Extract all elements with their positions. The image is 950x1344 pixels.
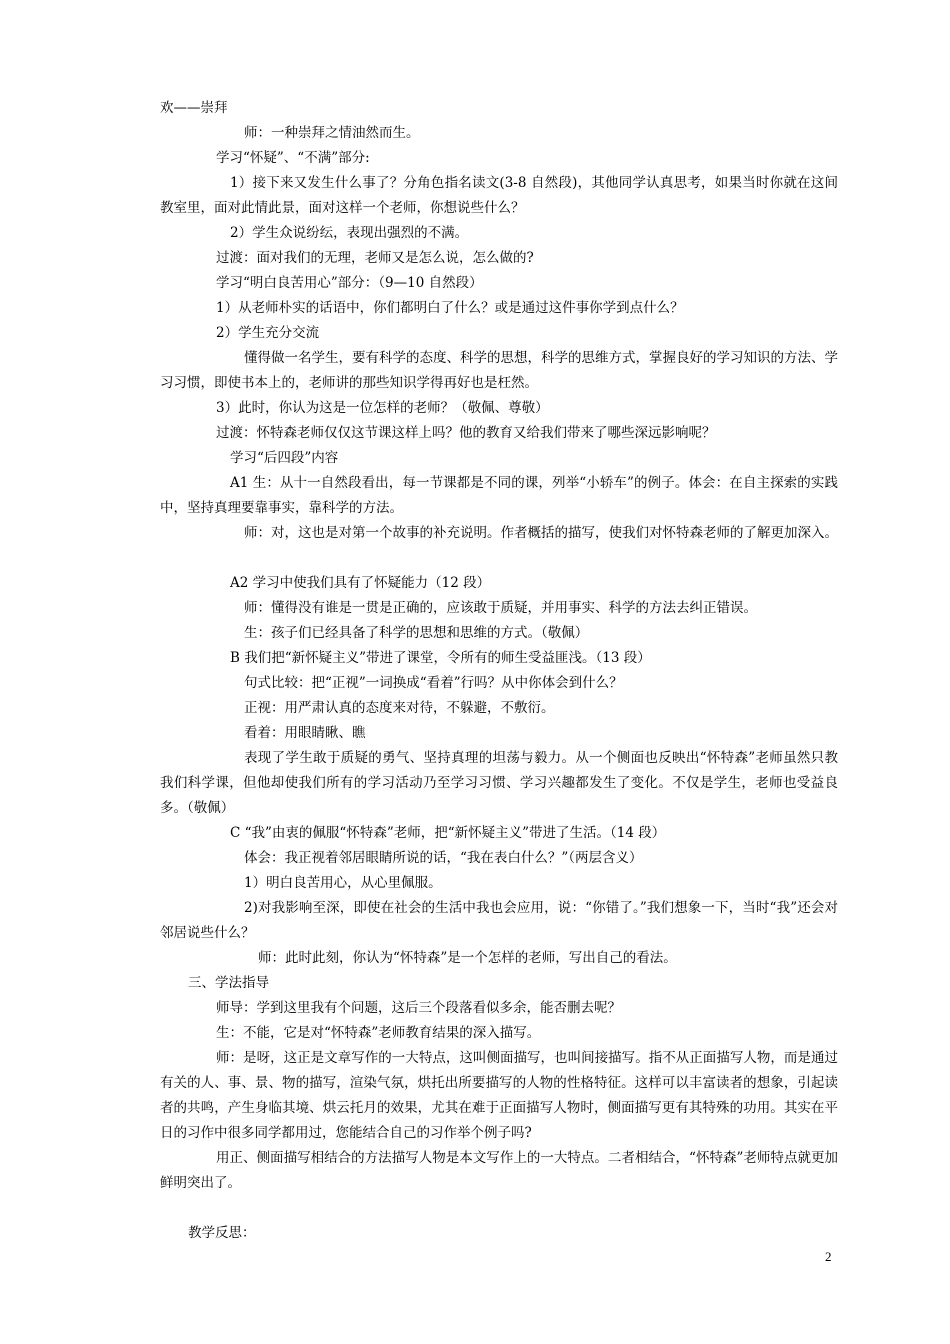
page-number: 2 bbox=[825, 1249, 832, 1264]
paragraph: 懂得做一名学生，要有科学的态度、科学的思想，科学的思维方式，掌握良好的学习知识的方法、学习习惯，即使书本上的，老师讲的那些知识学得再好也是枉然。 bbox=[160, 350, 838, 391]
paragraph: 过渡：怀特森老师仅仅这节课这样上吗？他的教育又给我们带来了哪些深远影响呢？ bbox=[216, 425, 716, 441]
paragraph: 过渡：面对我们的无理，老师又是怎么说，怎么做的? bbox=[216, 250, 534, 266]
paragraph: 师：是呀，这正是文章写作的一大特点，这叫侧面描写，也叫间接描写。指不从正面描写人物，而是通过有关的人、事、景、物的描写，渲染气氛，烘托出所要描写的人物的性格特征。这样可以丰富读者的想象，引起读者的共鸣，产生身临其境、烘云托月的效果，尤其在难于正面描写人物时，侧面描写更有其特殊的功用。其实在平日的习作中很多同学都用过，您能结合自己的习作举个例子吗? bbox=[160, 1050, 838, 1141]
paragraph: 师：此时此刻，你认为“怀特森”是一个怎样的老师，写出自己的看法。 bbox=[258, 950, 677, 966]
paragraph: 生：孩子们已经具备了科学的思想和思维的方式。（敬佩） bbox=[244, 625, 589, 641]
paragraph: 欢——崇拜 bbox=[160, 100, 228, 116]
paragraph: 句式比较：把“正视”一词换成“看着”行吗？从中你体会到什么？ bbox=[244, 675, 623, 691]
paragraph: 2）学生众说纷纭，表现出强烈的不满。 bbox=[230, 225, 469, 241]
paragraph: 1）明白良苦用心，从心里佩服。 bbox=[244, 875, 442, 891]
section-heading: 教学反思： bbox=[188, 1225, 256, 1241]
paragraph: 2）学生充分交流 bbox=[216, 325, 320, 341]
section-heading: 三、学法指导 bbox=[188, 975, 269, 991]
paragraph: 学习“后四段”内容 bbox=[230, 450, 339, 466]
paragraph: 2)对我影响至深，即使在社会的生活中我也会应用，说：“你错了。”我们想象一下，当时“我”还会对邻居说些什么？ bbox=[160, 900, 838, 941]
paragraph: 正视：用严肃认真的态度来对待，不躲避，不敷衍。 bbox=[244, 700, 555, 716]
paragraph: 用正、侧面描写相结合的方法描写人物是本文写作上的一大特点。二者相结合，“怀特森”老师特点就更加鲜明突出了。 bbox=[160, 1150, 838, 1191]
paragraph: 师：懂得没有谁是一贯是正确的，应该敢于质疑，并用事实、科学的方法去纠正错误。 bbox=[244, 600, 757, 616]
paragraph: 学习“明白良苦用心”部分：（9—10 自然段） bbox=[216, 275, 483, 291]
paragraph: A2 学习中使我们具有了怀疑能力（12 段） bbox=[230, 575, 491, 591]
paragraph: 师导：学到这里我有个问题，这后三个段落看似多余，能否删去呢？ bbox=[216, 1000, 621, 1016]
paragraph: 师：对，这也是对第一个故事的补充说明。作者概括的描写，使我们对怀特森老师的了解更加深入。 bbox=[244, 525, 838, 541]
paragraph: 学习“怀疑”、“不满”部分: bbox=[216, 150, 370, 166]
paragraph: 师：一种崇拜之情油然而生。 bbox=[244, 125, 420, 141]
paragraph: C “我”由衷的佩服“怀特森”老师，把“新怀疑主义”带进了生活。（14 段） bbox=[230, 825, 666, 841]
paragraph: B 我们把“新怀疑主义”带进了课堂，令所有的师生受益匪浅。（13 段） bbox=[230, 650, 651, 666]
paragraph: 看着：用眼睛瞅、瞧 bbox=[244, 725, 366, 741]
paragraph: 表现了学生敢于质疑的勇气、坚持真理的坦荡与毅力。从一个侧面也反映出“怀特森”老师虽然只教我们科学课，但他却使我们所有的学习活动乃至学习习惯、学习兴趣都发生了变化。不仅是学生，老师也受益良多。（敬佩） bbox=[160, 750, 838, 816]
paragraph: 生：不能，它是对“怀特森”老师教育结果的深入描写。 bbox=[216, 1025, 541, 1041]
paragraph: 体会：我正视着邻居眼睛所说的话，“我在表白什么？”（两层含义） bbox=[244, 850, 643, 866]
paragraph: A1 生：从十一自然段看出，每一节课都是不同的课，列举“小轿车”的例子。体会：在自主探索的实践中，坚持真理要靠事实，靠科学的方法。 bbox=[160, 475, 838, 516]
paragraph: 1）接下来又发生什么事了？分角色指名读文(3-8 自然段)，其他同学认真思考，如果当时你就在这间教室里，面对此情此景，面对这样一个老师，你想说些什么？ bbox=[160, 175, 838, 216]
paragraph: 3）此时，你认为这是一位怎样的老师？（敬佩、尊敬） bbox=[216, 400, 549, 416]
paragraph: 1）从老师朴实的话语中，你们都明白了什么？或是通过这件事你学到点什么？ bbox=[216, 300, 684, 316]
